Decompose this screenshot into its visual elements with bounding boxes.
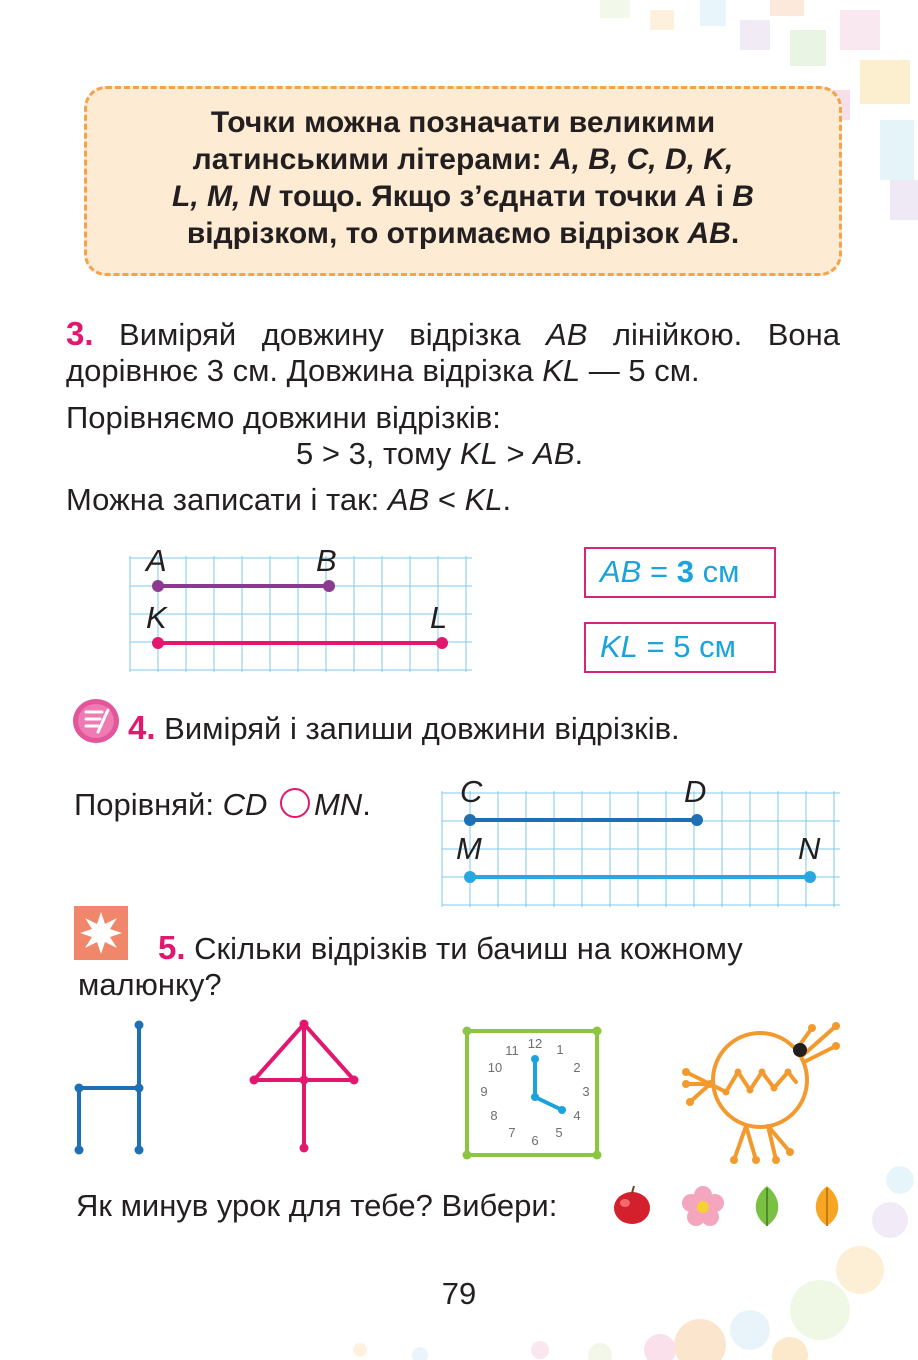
label-a: A bbox=[146, 543, 167, 578]
box-kl-length bbox=[584, 622, 776, 673]
point-c bbox=[464, 814, 476, 826]
clock-num-3: 3 bbox=[582, 1084, 590, 1099]
task3-alt-kl: KL bbox=[464, 482, 503, 517]
task3-alt-ab: AB bbox=[387, 482, 430, 517]
box-kl-seg: KL bbox=[600, 629, 638, 664]
task3-compare-dot: . bbox=[574, 436, 584, 471]
box-ab-unit: см bbox=[693, 554, 740, 589]
rule-line-4: відрізком, то отримаємо відрізок bbox=[186, 217, 688, 250]
task3-text-2: лінійкою. Вона bbox=[587, 317, 840, 352]
task4-number: 4. bbox=[128, 709, 156, 746]
rule-line-2: латинськими літерами: bbox=[192, 143, 550, 176]
pencil-paper-icon bbox=[72, 698, 120, 744]
figure-umbrella bbox=[244, 1018, 364, 1154]
rule-point-a: A bbox=[685, 180, 708, 213]
task3-compare-a: 5 > 3, тому bbox=[296, 436, 460, 471]
clock-num-9: 9 bbox=[480, 1084, 488, 1099]
point-n bbox=[804, 871, 816, 883]
task4-text bbox=[128, 710, 680, 747]
task3-compare-gt: > bbox=[497, 436, 534, 471]
task3-kl: KL bbox=[542, 353, 581, 388]
rule-letters-1: A, B, C, D, K, bbox=[549, 143, 734, 176]
task3-alt-dot: . bbox=[502, 482, 512, 517]
label-d: D bbox=[684, 774, 707, 809]
rule-text bbox=[100, 104, 826, 252]
bird-eye bbox=[793, 1043, 807, 1057]
task3-number: 3. bbox=[66, 315, 94, 352]
box-ab-eq: = bbox=[641, 554, 677, 589]
clock-num-4: 4 bbox=[573, 1108, 581, 1123]
clock-num-12: 12 bbox=[527, 1036, 543, 1051]
point-l bbox=[436, 637, 448, 649]
task5-text-b: малюнку? bbox=[78, 967, 222, 1002]
task3-compare-kl: KL bbox=[459, 436, 498, 471]
clock-num-7: 7 bbox=[508, 1125, 516, 1140]
box-ab-value: 3 bbox=[676, 554, 694, 589]
box-ab-seg: AB bbox=[600, 554, 642, 589]
box-kl-rest: = 5 см bbox=[637, 629, 736, 664]
rule-dot: . bbox=[730, 217, 740, 250]
label-m: M bbox=[456, 831, 482, 866]
task4-grid bbox=[440, 791, 840, 907]
rule-letters-2: L, M, N bbox=[172, 180, 271, 213]
rule-segment-ab: AB bbox=[687, 217, 731, 250]
figure-h-segments bbox=[72, 1020, 152, 1160]
flower-icon[interactable] bbox=[682, 1186, 724, 1226]
point-a bbox=[152, 580, 164, 592]
task4-instruction: Виміряй і запиши довжини відрізків. bbox=[155, 711, 680, 746]
label-l: L bbox=[430, 600, 448, 635]
task3-alt-lt: < bbox=[429, 482, 465, 517]
point-d bbox=[691, 814, 703, 826]
task3-text-3: дорівнює 3 см. Довжина відрізка bbox=[66, 353, 543, 388]
rule-conj: і bbox=[707, 180, 733, 213]
task3-compare-intro: Порівняємо довжини відрізків: bbox=[66, 400, 501, 435]
task4-compare bbox=[74, 787, 371, 823]
task3-compare-ab: AB bbox=[533, 436, 575, 471]
task3-ab: AB bbox=[546, 317, 588, 352]
box-ab-length bbox=[584, 547, 776, 598]
reflection-text: Як минув урок для тебе? Вибери: bbox=[76, 1188, 558, 1223]
task5-text-a: Скільки відрізків ти бачиш на кожному bbox=[185, 931, 743, 966]
green-leaf-icon[interactable] bbox=[752, 1184, 782, 1228]
rule-point-b: B bbox=[732, 180, 754, 213]
task3-text-4: — 5 см. bbox=[580, 353, 700, 388]
yellow-leaf-icon[interactable] bbox=[812, 1184, 842, 1228]
label-c: C bbox=[460, 774, 483, 809]
clock-num-10: 10 bbox=[487, 1060, 503, 1075]
task3-alt-a: Можна записати і так: bbox=[66, 482, 388, 517]
apple-icon[interactable] bbox=[612, 1184, 652, 1226]
task5-number: 5. bbox=[158, 929, 186, 966]
point-b bbox=[323, 580, 335, 592]
clock-num-11: 11 bbox=[505, 1043, 519, 1058]
point-m bbox=[464, 871, 476, 883]
figure-bird bbox=[680, 1020, 844, 1166]
rule-line-3: тощо. Якщо з’єднати точки bbox=[270, 180, 686, 213]
label-k: K bbox=[146, 600, 167, 635]
task3-compare bbox=[296, 436, 583, 472]
task3-text-1: Виміряй довжину відрізка bbox=[93, 317, 547, 352]
task4-compare-a: Порівняй: bbox=[74, 787, 223, 822]
clock-num-1: 1 bbox=[556, 1042, 564, 1057]
clock-num-8: 8 bbox=[490, 1108, 498, 1123]
task4-compare-mn: MN bbox=[313, 787, 363, 822]
rule-line-1: Точки можна позначати великими bbox=[210, 106, 716, 139]
task3-alt bbox=[66, 482, 511, 518]
clock-num-2: 2 bbox=[573, 1060, 581, 1075]
label-b: B bbox=[316, 543, 337, 578]
task4-compare-dot: . bbox=[362, 787, 371, 822]
point-k bbox=[152, 637, 164, 649]
clock-num-6: 6 bbox=[531, 1133, 539, 1148]
task5-text bbox=[78, 930, 838, 1003]
task4-compare-cd: CD bbox=[222, 787, 268, 822]
clock-num-5: 5 bbox=[555, 1125, 563, 1140]
compare-circle-blank[interactable] bbox=[280, 788, 310, 818]
figure-clock bbox=[462, 1026, 602, 1160]
label-n: N bbox=[798, 831, 821, 866]
task3-grid bbox=[128, 556, 472, 672]
page-number: 79 bbox=[441, 1276, 477, 1311]
task3-text bbox=[66, 316, 840, 389]
